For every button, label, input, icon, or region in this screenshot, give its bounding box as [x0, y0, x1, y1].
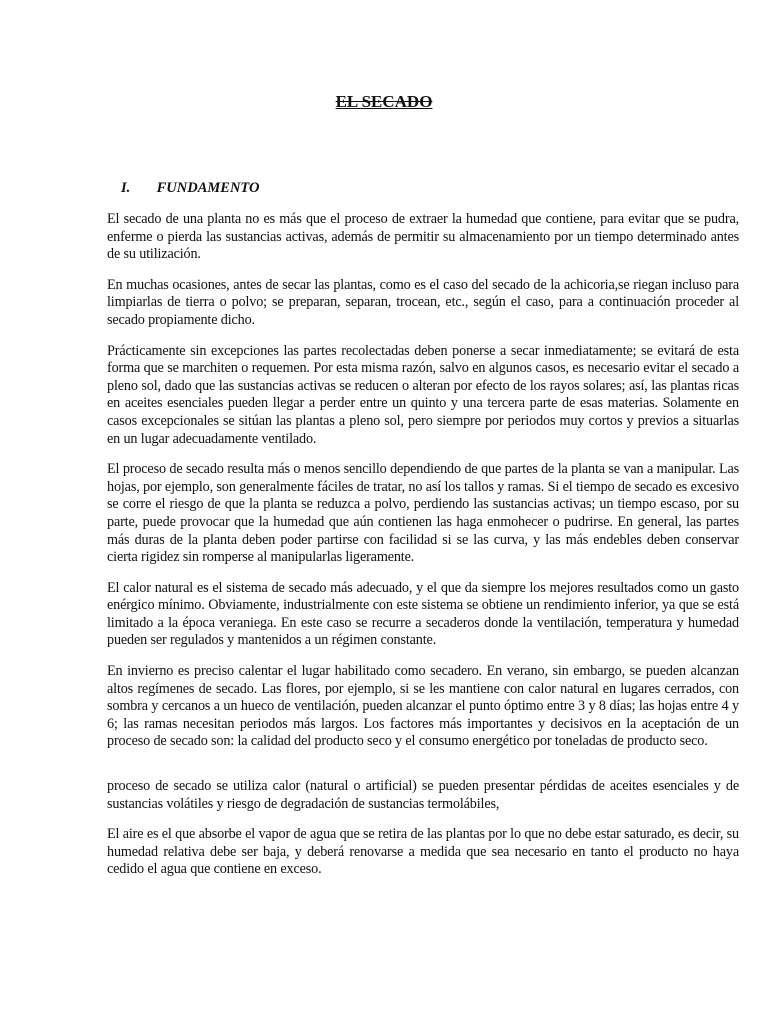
section-heading — [121, 180, 259, 197]
paragraph: Prácticamente sin excepciones las partes recolectadas deben ponerse a secar inmediatamente; se evitará de esta forma que se marchiten o requemen. Por esta misma razón, salvo en algunos casos, es necesario evitar el secado a pleno sol, dado que las sustancias activas se reducen o alteran por efecto de los rayos solares; así, las plantas ricas en aceites esenciales pueden llegar a perder entre un quinto y una tercera parte de esas materias. Solamente en casos excepcionales se sitúan las plantas a pleno sol, pero siempre por periodos muy cortos y previos a situarlas en un lugar adecuadamente ventilado. — [107, 342, 739, 447]
paragraph: En muchas ocasiones, antes de secar las plantas, como es el caso del secado de la achicoria,se riegan incluso para limpiarlas de tierra o polvo; se preparan, separan, trocean, etc., según el caso, para a continuación proceder al secado propiamente dicho. — [107, 276, 739, 328]
section-number: I. — [121, 180, 131, 196]
paragraph: El secado de una planta no es más que el proceso de extraer la humedad que contiene, para evitar que se pudra, enferme o pierda las sustancias activas, además de permitir su almacenamiento por un tiempo determinado antes de su utilización. — [107, 211, 739, 263]
paragraph: proceso de secado se utiliza calor (natural o artificial) se pueden presentar pérdidas de aceites esenciales y de sustancias volátiles y riesgo de degradación de sustancias termolábiles, — [107, 778, 739, 812]
paragraph: El aire es el que absorbe el vapor de agua que se retira de las plantas por lo que no debe estar saturado, es decir, su humedad relativa debe ser baja, y deberá renovarse a medida que sea necesario en tanto el producto no haya cedido el agua que contiene en exceso. — [107, 826, 739, 878]
paragraph: El calor natural es el sistema de secado más adecuado, y el que da siempre los mejores resultados como un gasto enérgico mínimo. Obviamente, industrialmente con este sistema se obtiene un rendimiento inferior, ya que se está limitado a la época veraniega. En este caso se recurre a secaderos donde la ventilación, temperatura y humedad pueden ser regulados y mantenidos a un régimen constante. — [107, 579, 739, 649]
document-title: EL SECADO — [335, 92, 433, 111]
paragraph: En invierno es preciso calentar el lugar habilitado como secadero. En verano, sin embargo, se pueden alcanzan altos regímenes de secado. Las flores, por ejemplo, si se les mantiene con calor natural en lugares cerrados, con sombra y cercanos a un hueco de ventilación, pueden alcanzar el punto óptimo entre 3 y 8 días; las hojas entre 4 y 6; las ramas necesitan periodos más largos. Los factores más importantes y decisivos en la aceptación de un proceso de secado son: la calidad del producto seco y el consumo energético por toneladas de producto seco. — [107, 663, 739, 750]
section-title: FUNDAMENTO — [156, 180, 260, 196]
document-body — [107, 211, 739, 892]
paragraph: El proceso de secado resulta más o menos sencillo dependiendo de que partes de la planta se van a manipular. Las hojas, por ejemplo, son generalmente fáciles de tratar, no así los tallos y ramas. Si el tiempo de secado es excesivo se corre el riesgo de que la planta se reduzca a polvo, perdiendo las sustancias activas; un tiempo escaso, por su parte, puede provocar que la humedad que aún contienen las haga enmohecer o pudrirse. En general, las partes más duras de la planta deben poder partirse con facilidad si se las curva, y las más endebles deben conservar cierta rigidez sin romperse al manipularlas ligeramente. — [107, 461, 739, 566]
